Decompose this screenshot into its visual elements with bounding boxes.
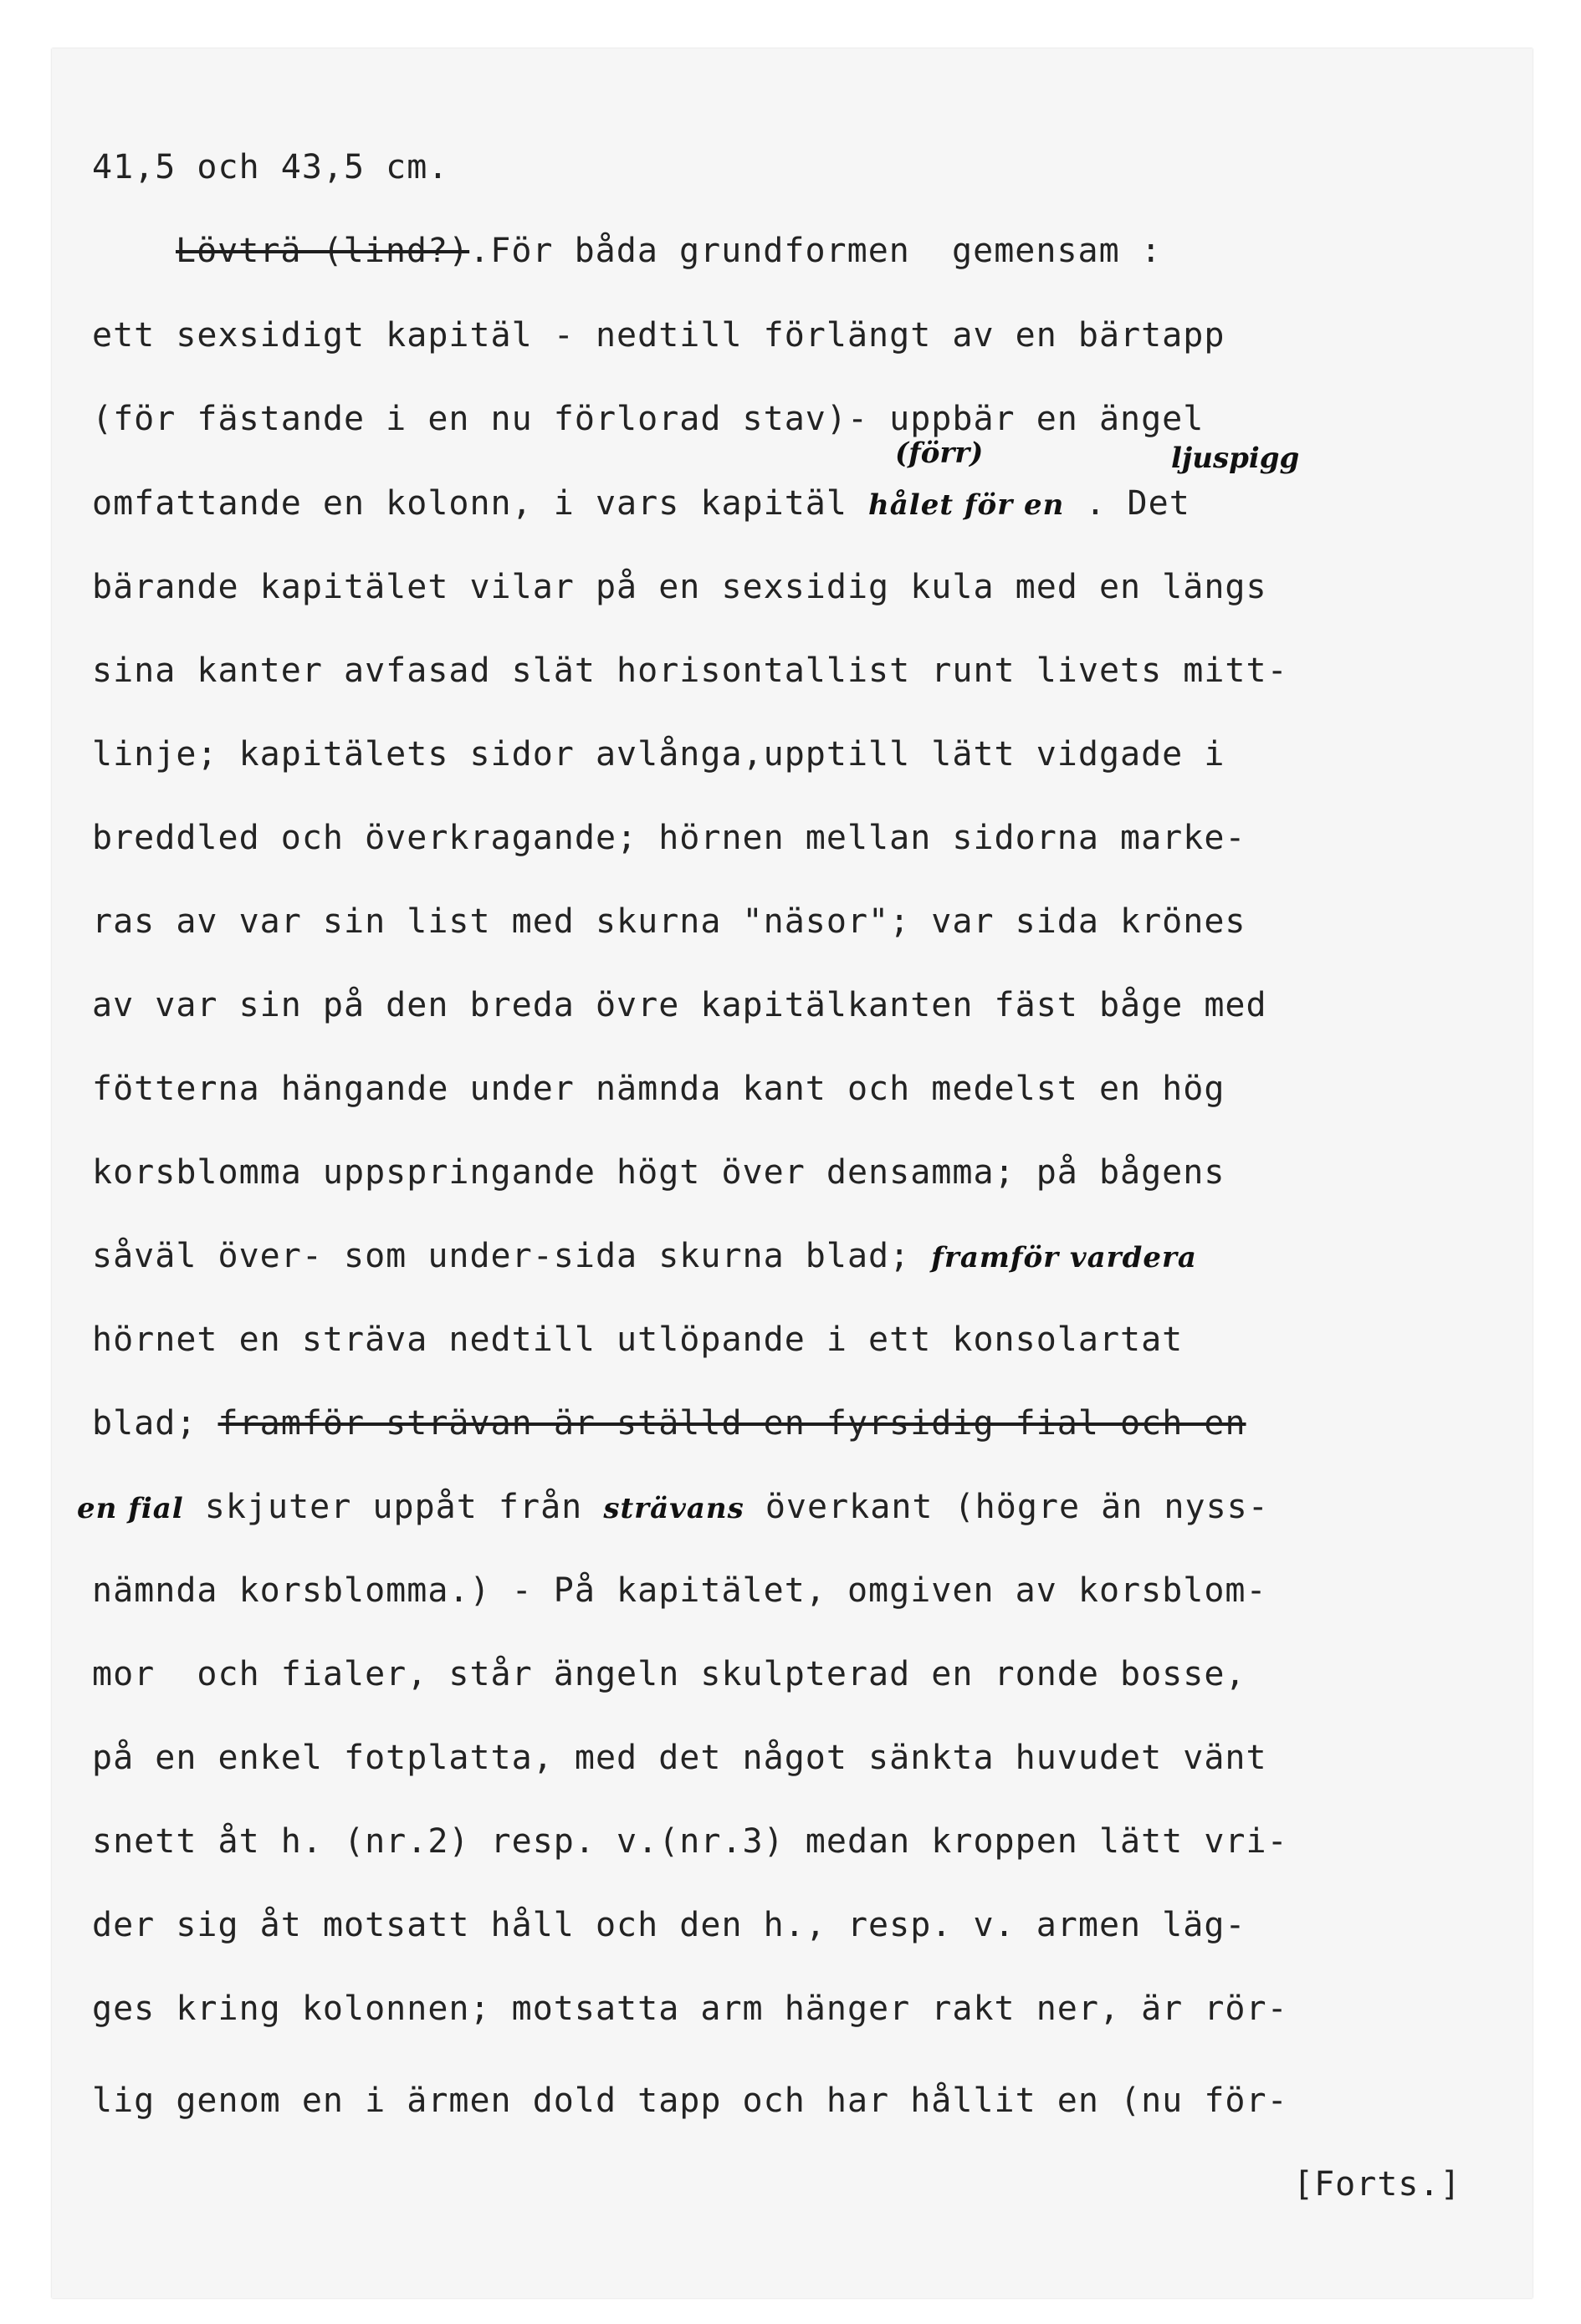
text-line-19 bbox=[92, 1652, 1246, 1696]
line-text: korsblomma uppspringande högt över densamma; på bågens bbox=[92, 1153, 1225, 1192]
struck-text: Lövträ (lind?) bbox=[176, 232, 470, 270]
line-text: blad; bbox=[92, 1404, 218, 1443]
text-line-8 bbox=[92, 733, 1225, 776]
line-text: sina kanter avfasad slät horisontallist runt livets mitt- bbox=[92, 651, 1288, 690]
line-text: [Forts.] bbox=[1293, 2165, 1461, 2204]
line-text: snett åt h. (nr.2) resp. v.(nr.3) medan kroppen lätt vri- bbox=[92, 1822, 1288, 1861]
text-line-10 bbox=[92, 900, 1246, 943]
line-text: hörnet en sträva nedtill utlöpande i ett konsolartat bbox=[92, 1320, 1184, 1359]
text-line-2 bbox=[176, 229, 1162, 273]
forts-marker bbox=[1293, 2163, 1461, 2206]
text-line-18 bbox=[92, 1569, 1267, 1612]
text-line-3 bbox=[92, 314, 1225, 357]
text-line-13 bbox=[92, 1151, 1225, 1194]
line-text: ett sexsidigt kapitäl - nedtill förlängt av en bärtapp bbox=[92, 316, 1225, 355]
text-line-11 bbox=[92, 983, 1267, 1027]
handwritten-insert: framför vardera bbox=[931, 1241, 1197, 1274]
line-text: mor och fialer, står ängeln skulpterad en ronde bosse, bbox=[92, 1655, 1246, 1693]
handwritten-annotation-forr: (förr) bbox=[895, 437, 984, 470]
struck-text: framför strävan är ställd en fyrsidig fial och en bbox=[217, 1404, 1246, 1443]
line-text: omfattande en kolonn, i vars kapitäl bbox=[92, 484, 847, 523]
text-line-4 bbox=[92, 397, 1204, 441]
text-line-5 bbox=[92, 482, 1190, 527]
text-line-21 bbox=[92, 1820, 1288, 1863]
line-text-tail: överkant (högre än nyss- bbox=[744, 1488, 1269, 1526]
text-line-14 bbox=[92, 1234, 1197, 1279]
text-line-17 bbox=[77, 1485, 1269, 1530]
line-text: fötterna hängande under nämnda kant och medelst en hög bbox=[92, 1070, 1225, 1108]
line-text: ras av var sin list med skurna "näsor"; var sida krönes bbox=[92, 902, 1246, 941]
line-text: på en enkel fotplatta, med det något sänkta huvudet vänt bbox=[92, 1739, 1267, 1777]
line-text: linje; kapitälets sidor avlånga,upptill lätt vidgade i bbox=[92, 735, 1225, 774]
line-text: der sig åt motsatt håll och den h., resp. v. armen läg- bbox=[92, 1906, 1246, 1944]
line-text-tail: . Det bbox=[1085, 484, 1190, 523]
line-text: .För båda grundformen gemensam : bbox=[469, 232, 1162, 270]
line-text: ges kring kolonnen; motsatta arm hänger rakt ner, är rör- bbox=[92, 1989, 1288, 2028]
text-line-1 bbox=[92, 146, 448, 189]
handwritten-prefix: en fial bbox=[77, 1492, 184, 1525]
line-text: breddled och överkragande; hörnen mellan sidorna marke- bbox=[92, 819, 1246, 857]
line-text: såväl över- som under-sida skurna blad; bbox=[92, 1237, 911, 1275]
handwritten-insert: hålet för en bbox=[868, 488, 1065, 522]
text-line-15 bbox=[92, 1318, 1183, 1361]
text-line-23 bbox=[92, 1987, 1288, 2030]
text-line-16 bbox=[92, 1402, 1246, 1445]
line-text: 41,5 och 43,5 cm. bbox=[92, 148, 449, 186]
line-text: lig genom en i ärmen dold tapp och har hållit en (nu för- bbox=[92, 2081, 1288, 2120]
text-line-24 bbox=[92, 2079, 1288, 2122]
text-line-7 bbox=[92, 649, 1288, 692]
text-line-22 bbox=[92, 1903, 1246, 1947]
text-line-9 bbox=[92, 816, 1246, 860]
line-text: bärande kapitälet vilar på en sexsidig kula med en längs bbox=[92, 568, 1267, 606]
line-text: skjuter uppåt från bbox=[183, 1488, 604, 1526]
text-line-20 bbox=[92, 1736, 1267, 1780]
handwritten-annotation-ljuspigg: ljuspigg bbox=[1171, 442, 1300, 475]
text-line-12 bbox=[92, 1067, 1225, 1111]
handwritten-insert: strävans bbox=[603, 1492, 744, 1525]
line-text: av var sin på den breda övre kapitälkanten fäst båge med bbox=[92, 986, 1267, 1024]
text-line-6 bbox=[92, 565, 1267, 609]
line-text: (för fästande i en nu förlorad stav)- uppbär en ängel bbox=[92, 400, 1205, 438]
line-text: nämnda korsblomma.) - På kapitälet, omgiven av korsblom- bbox=[92, 1571, 1267, 1610]
